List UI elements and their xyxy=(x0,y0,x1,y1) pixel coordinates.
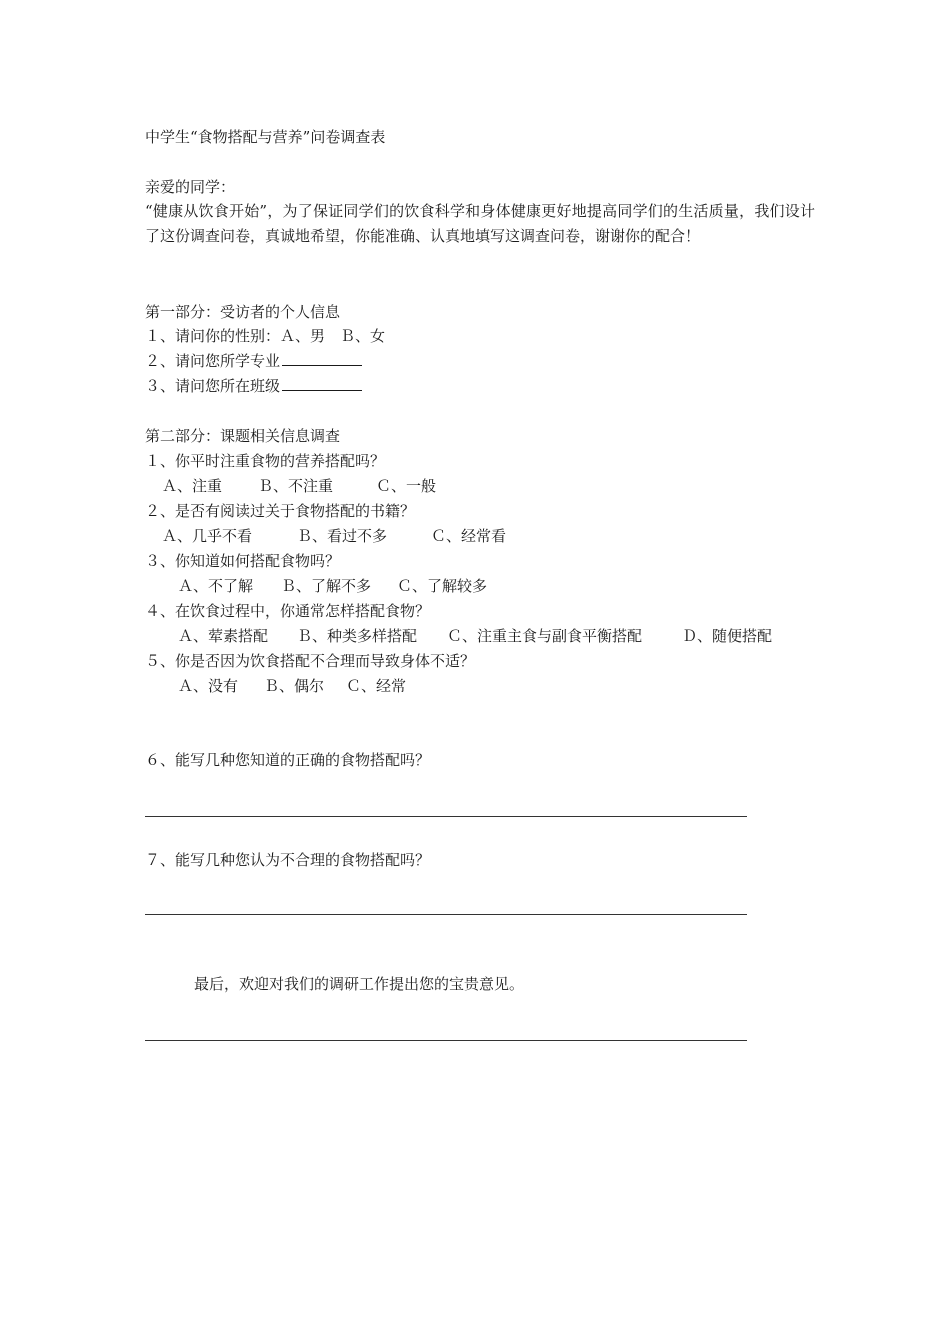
class-question-label: ３、请问您所在班级 xyxy=(145,377,281,395)
question-3-options xyxy=(178,576,487,596)
class-answer-blank[interactable] xyxy=(282,376,362,391)
question-5-options xyxy=(178,676,406,696)
option[interactable]: Ａ、没有 xyxy=(178,677,239,695)
option[interactable]: Ｃ、经常 xyxy=(346,677,407,695)
question-1: １、你平时注重食物的营养搭配吗？ xyxy=(145,452,386,470)
option[interactable]: Ｂ、看过不多 xyxy=(297,527,388,545)
part1-heading: 第一部分：受访者的个人信息 xyxy=(145,303,341,321)
page-title: 中学生“食物搭配与营养”问卷调查表 xyxy=(145,128,386,146)
question-1-options xyxy=(162,476,436,496)
feedback-answer-line[interactable] xyxy=(145,1040,747,1041)
question-5: ５、你是否因为饮食搭配不合理而导致身体不适？ xyxy=(145,652,476,670)
option[interactable]: Ａ、几乎不看 xyxy=(162,527,253,545)
part2-heading: 第二部分：课题相关信息调查 xyxy=(145,427,341,445)
option[interactable]: Ｄ、随便搭配 xyxy=(682,627,773,645)
question-7-answer-line[interactable] xyxy=(145,914,747,915)
question-6-answer-line[interactable] xyxy=(145,816,747,817)
option[interactable]: Ａ、荤素搭配 xyxy=(178,627,269,645)
option[interactable]: Ｃ、注重主食与副食平衡搭配 xyxy=(447,627,643,645)
option[interactable]: Ｂ、不注重 xyxy=(258,477,334,495)
question-4: ４、在饮食过程中，你通常怎样搭配食物？ xyxy=(145,602,431,620)
option[interactable]: Ａ、注重 xyxy=(162,477,223,495)
option[interactable]: Ｃ、了解较多 xyxy=(397,577,488,595)
question-2: ２、是否有阅读过关于食物搭配的书籍？ xyxy=(145,502,416,520)
question-2-options xyxy=(162,526,506,546)
option[interactable]: Ｂ、了解不多 xyxy=(281,577,372,595)
major-answer-blank[interactable] xyxy=(282,351,362,366)
gender-question: １、请问你的性别：Ａ、男 Ｂ、女 xyxy=(145,327,386,345)
greeting: 亲爱的同学： xyxy=(145,178,236,196)
option[interactable]: Ｃ、一般 xyxy=(376,477,437,495)
question-3: ３、你知道如何搭配食物吗？ xyxy=(145,552,341,570)
option[interactable]: Ｂ、种类多样搭配 xyxy=(297,627,418,645)
option[interactable]: Ａ、不了解 xyxy=(178,577,254,595)
question-4-options xyxy=(178,626,772,646)
question-6: ６、能写几种您知道的正确的食物搭配吗？ xyxy=(145,751,431,769)
class-question xyxy=(145,376,362,396)
major-question-label: ２、请问您所学专业 xyxy=(145,352,281,370)
option[interactable]: Ｃ、经常看 xyxy=(431,527,507,545)
option[interactable]: Ｂ、偶尔 xyxy=(264,677,325,695)
closing-text: 最后，欢迎对我们的调研工作提出您的宝贵意见。 xyxy=(194,975,525,993)
major-question xyxy=(145,351,362,371)
question-7: ７、能写几种您认为不合理的食物搭配吗？ xyxy=(145,851,431,869)
intro-paragraph: “健康从饮食开始”，为了保证同学们的饮食科学和身体健康更好地提高同学们的生活质量，我们设计了这份调查问卷，真诚地希望，你能准确、认真地填写这调查问卷，谢谢你的配合！ xyxy=(145,202,815,245)
